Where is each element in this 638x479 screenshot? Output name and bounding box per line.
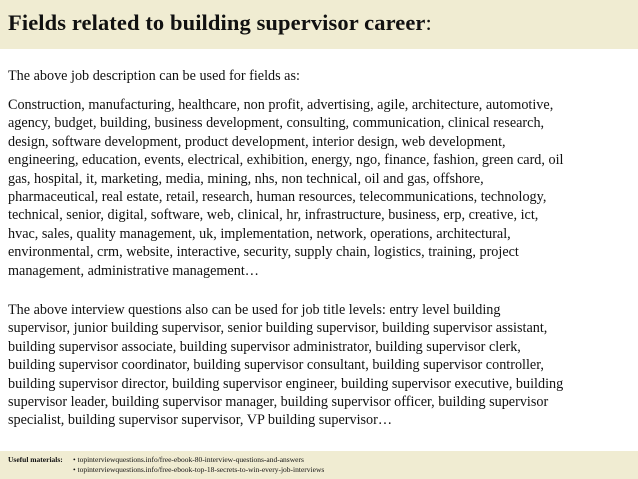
fields-line: Construction, manufacturing, healthcare, non profit, advertising, agile, architecture, automotive,	[8, 97, 554, 113]
footer-link[interactable]: • topinterviewquestions.info/free-ebook-80-interview-questions-and-answers	[73, 455, 304, 464]
fields-line: management, administrative management…	[8, 262, 259, 279]
page-title-text: Fields related to building supervisor career	[8, 10, 426, 35]
page-title-colon: :	[425, 10, 432, 35]
fields-paragraph	[8, 96, 634, 280]
fields-line: design, software development, product development, interior design, web development,	[8, 133, 506, 150]
fields-line: hvac, sales, quality management, uk, implementation, network, operations, architectural,	[8, 225, 511, 242]
levels-line: building supervisor associate, building supervisor administrator, building supervisor clerk,	[8, 338, 521, 355]
fields-line: engineering, education, events, electrical, exhibition, energy, ngo, finance, fashion, green card, oil	[8, 152, 564, 169]
levels-line: specialist, building supervisor supervisor, VP building supervisor…	[8, 412, 393, 429]
intro-text: The above job description can be used for fields as:	[8, 68, 300, 84]
footer-link[interactable]: • topinterviewquestions.info/free-ebook-top-18-secrets-to-win-every-job-interviews	[73, 465, 325, 474]
fields-line: pharmaceutical, real estate, retail, research, human resources, telecommunications, technology,	[8, 189, 547, 206]
footer-label: Useful materials:	[8, 455, 63, 464]
page-title	[8, 10, 432, 36]
footer-links	[73, 455, 324, 475]
fields-line: environmental, crm, website, interactive, security, supply chain, logistics, training, project	[8, 244, 519, 261]
levels-line: building supervisor coordinator, building supervisor consultant, building supervisor controller,	[8, 357, 544, 374]
footer-bar	[0, 451, 638, 479]
levels-line: building supervisor director, building supervisor engineer, building supervisor executive, building	[8, 375, 564, 392]
fields-line: technical, senior, digital, software, web, clinical, hr, infrastructure, business, erp, creative, ict,	[8, 207, 539, 224]
levels-paragraph	[8, 301, 634, 430]
title-bar	[0, 0, 638, 49]
levels-line: The above interview questions also can be used for job title levels: entry level building	[8, 302, 501, 318]
fields-line: gas, hospital, it, marketing, media, mining, nhs, non technical, oil and gas, offshore,	[8, 170, 484, 187]
fields-line: agency, budget, building, business development, consulting, communication, clinical research,	[8, 115, 545, 132]
levels-line: supervisor, junior building supervisor, senior building supervisor, building supervisor assistant,	[8, 320, 548, 337]
levels-line: supervisor leader, building supervisor manager, building supervisor officer, building supervisor	[8, 394, 549, 411]
